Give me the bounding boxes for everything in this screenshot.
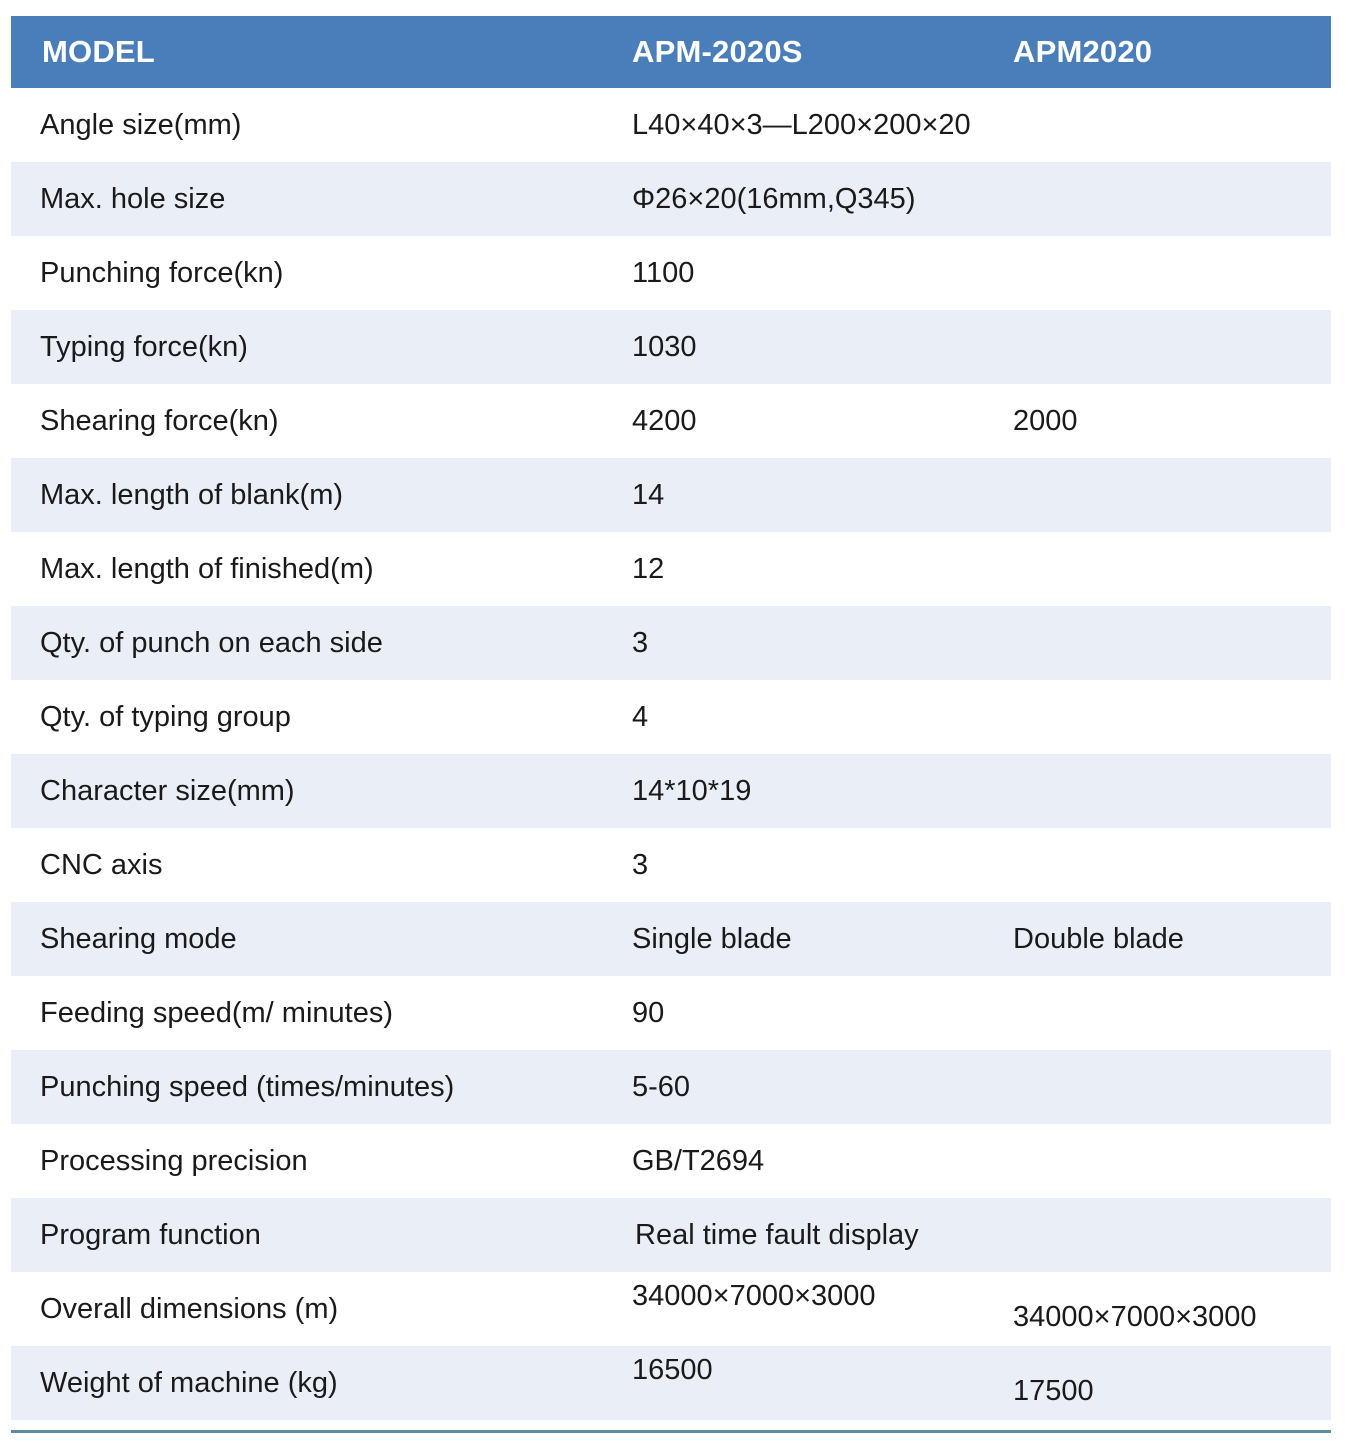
row-value-apm-2020s-text: GB/T2694 (632, 1144, 765, 1177)
row-value-apm2020 (1001, 976, 1331, 1050)
row-value-apm-2020s (621, 828, 1001, 902)
row-label (11, 1050, 621, 1124)
row-label (11, 828, 621, 902)
row-label-text: Punching force(kn) (40, 256, 284, 289)
row-label-text: Max. length of finished(m) (40, 552, 374, 585)
row-label (11, 976, 621, 1050)
row-label (11, 1272, 621, 1346)
table-row (11, 1272, 1331, 1346)
row-value-apm2020-text: 17500 (1013, 1374, 1094, 1407)
column-header-model: MODEL (11, 16, 621, 88)
row-label (11, 1346, 621, 1420)
row-label-text: Processing precision (40, 1144, 308, 1177)
row-label-text: Qty. of typing group (40, 700, 291, 733)
table-row (11, 606, 1331, 680)
table-row (11, 754, 1331, 828)
table-row (11, 532, 1331, 606)
table-row (11, 88, 1331, 162)
row-label-text: Angle size(mm) (40, 108, 242, 141)
table-row (11, 1346, 1331, 1420)
row-value-apm2020 (1001, 902, 1331, 976)
row-value-apm2020 (1001, 236, 1331, 310)
row-value-apm-2020s-text: Single blade (632, 922, 792, 955)
row-value-apm2020-text: Double blade (1013, 922, 1184, 955)
table-row (11, 1050, 1331, 1124)
row-value-apm-2020s (621, 1050, 1001, 1124)
row-value-apm-2020s (621, 236, 1001, 310)
table-row (11, 680, 1331, 754)
specification-table (11, 16, 1331, 1420)
row-label (11, 680, 621, 754)
row-label-text: Qty. of punch on each side (40, 626, 383, 659)
table-header-row (11, 16, 1331, 88)
row-value-apm-2020s-text: 4200 (632, 404, 697, 437)
row-label (11, 384, 621, 458)
row-label-text: Shearing force(kn) (40, 404, 279, 437)
row-value-apm2020 (1001, 458, 1331, 532)
row-label (11, 458, 621, 532)
table-row (11, 902, 1331, 976)
row-label (11, 902, 621, 976)
row-value-apm2020 (1001, 828, 1331, 902)
row-value-apm-2020s (621, 384, 1001, 458)
row-label (11, 1198, 621, 1272)
row-value-apm2020 (1001, 1272, 1331, 1346)
row-value-apm2020 (1001, 88, 1331, 162)
row-label (11, 162, 621, 236)
table-header (11, 16, 1331, 88)
row-value-apm-2020s (621, 680, 1001, 754)
row-value-apm-2020s (621, 606, 1001, 680)
row-value-apm-2020s-text: 90 (632, 996, 665, 1029)
row-value-apm-2020s-text: 1100 (632, 256, 695, 289)
row-value-apm-2020s (621, 532, 1001, 606)
table-row (11, 1198, 1331, 1272)
row-value-apm-2020s-text: 14 (632, 478, 665, 511)
row-label-text: Shearing mode (40, 922, 237, 955)
row-value-apm-2020s-text: Φ26×20(16mm,Q345) (632, 182, 916, 215)
row-value-apm-2020s (621, 976, 1001, 1050)
row-value-apm-2020s-text: 1030 (632, 330, 697, 363)
row-value-apm-2020s (621, 458, 1001, 532)
row-value-apm-2020s (621, 1272, 1001, 1346)
row-value-apm2020 (1001, 532, 1331, 606)
table-row (11, 1124, 1331, 1198)
row-label (11, 1124, 621, 1198)
row-value-apm2020-text: 34000×7000×3000 (1013, 1300, 1257, 1333)
row-value-apm2020 (1001, 1346, 1331, 1420)
row-value-apm-2020s (621, 162, 1001, 236)
row-label-text: Character size(mm) (40, 774, 295, 807)
row-value-apm-2020s (621, 1124, 1001, 1198)
row-label (11, 310, 621, 384)
column-header-apm-2020s: APM-2020S (621, 16, 1001, 88)
table-row (11, 236, 1331, 310)
row-value-apm-2020s (621, 754, 1001, 828)
table-row (11, 458, 1331, 532)
row-label (11, 606, 621, 680)
table-row (11, 828, 1331, 902)
row-value-apm2020 (1001, 680, 1331, 754)
row-value-apm-2020s (621, 1346, 1001, 1420)
row-value-apm2020 (1001, 1050, 1331, 1124)
table-row (11, 162, 1331, 236)
row-value-apm-2020s-text: 4 (632, 700, 649, 733)
row-label-text: Feeding speed(m/ minutes) (40, 996, 393, 1029)
row-value-apm-2020s (621, 310, 1001, 384)
row-label-text: Overall dimensions (m) (40, 1292, 339, 1325)
row-value-apm-2020s-text: 16500 (632, 1353, 713, 1386)
row-value-apm-2020s (621, 1198, 1001, 1272)
row-value-apm-2020s-text: 3 (632, 848, 649, 881)
row-label-text: CNC axis (40, 848, 163, 881)
row-value-apm-2020s-text: L40×40×3—L200×200×20 (632, 108, 971, 141)
row-value-apm2020 (1001, 310, 1331, 384)
row-label-text: Max. hole size (40, 182, 226, 215)
row-value-apm2020 (1001, 1124, 1331, 1198)
row-value-apm2020-text: 2000 (1013, 404, 1078, 437)
table-body (11, 88, 1331, 1420)
row-value-apm-2020s-text: 5-60 (632, 1070, 691, 1103)
row-value-apm-2020s-text: 14*10*19 (632, 774, 752, 807)
row-label-text: Program function (40, 1218, 261, 1251)
row-label (11, 754, 621, 828)
row-value-apm2020 (1001, 754, 1331, 828)
row-value-apm2020 (1001, 606, 1331, 680)
column-header-apm2020: APM2020 (1001, 16, 1331, 88)
row-label-text: Punching speed (times/minutes) (40, 1070, 455, 1103)
table-row (11, 384, 1331, 458)
row-label-text: Typing force(kn) (40, 330, 248, 363)
row-value-apm2020 (1001, 384, 1331, 458)
row-label (11, 532, 621, 606)
row-label-text: Max. length of blank(m) (40, 478, 344, 511)
table-bottom-rule (11, 1430, 1331, 1433)
row-value-apm-2020s-text: 12 (632, 552, 665, 585)
row-value-apm-2020s (621, 902, 1001, 976)
row-value-apm-2020s-text: 34000×7000×3000 (632, 1279, 876, 1312)
table-row (11, 976, 1331, 1050)
row-label-text: Weight of machine (kg) (40, 1366, 338, 1399)
table-row (11, 310, 1331, 384)
row-value-apm2020 (1001, 162, 1331, 236)
row-label (11, 236, 621, 310)
row-value-apm-2020s-text: Real time fault display (635, 1218, 919, 1251)
row-label (11, 88, 621, 162)
row-value-apm-2020s (621, 88, 1001, 162)
row-value-apm-2020s-text: 3 (632, 626, 649, 659)
row-value-apm2020 (1001, 1198, 1331, 1272)
